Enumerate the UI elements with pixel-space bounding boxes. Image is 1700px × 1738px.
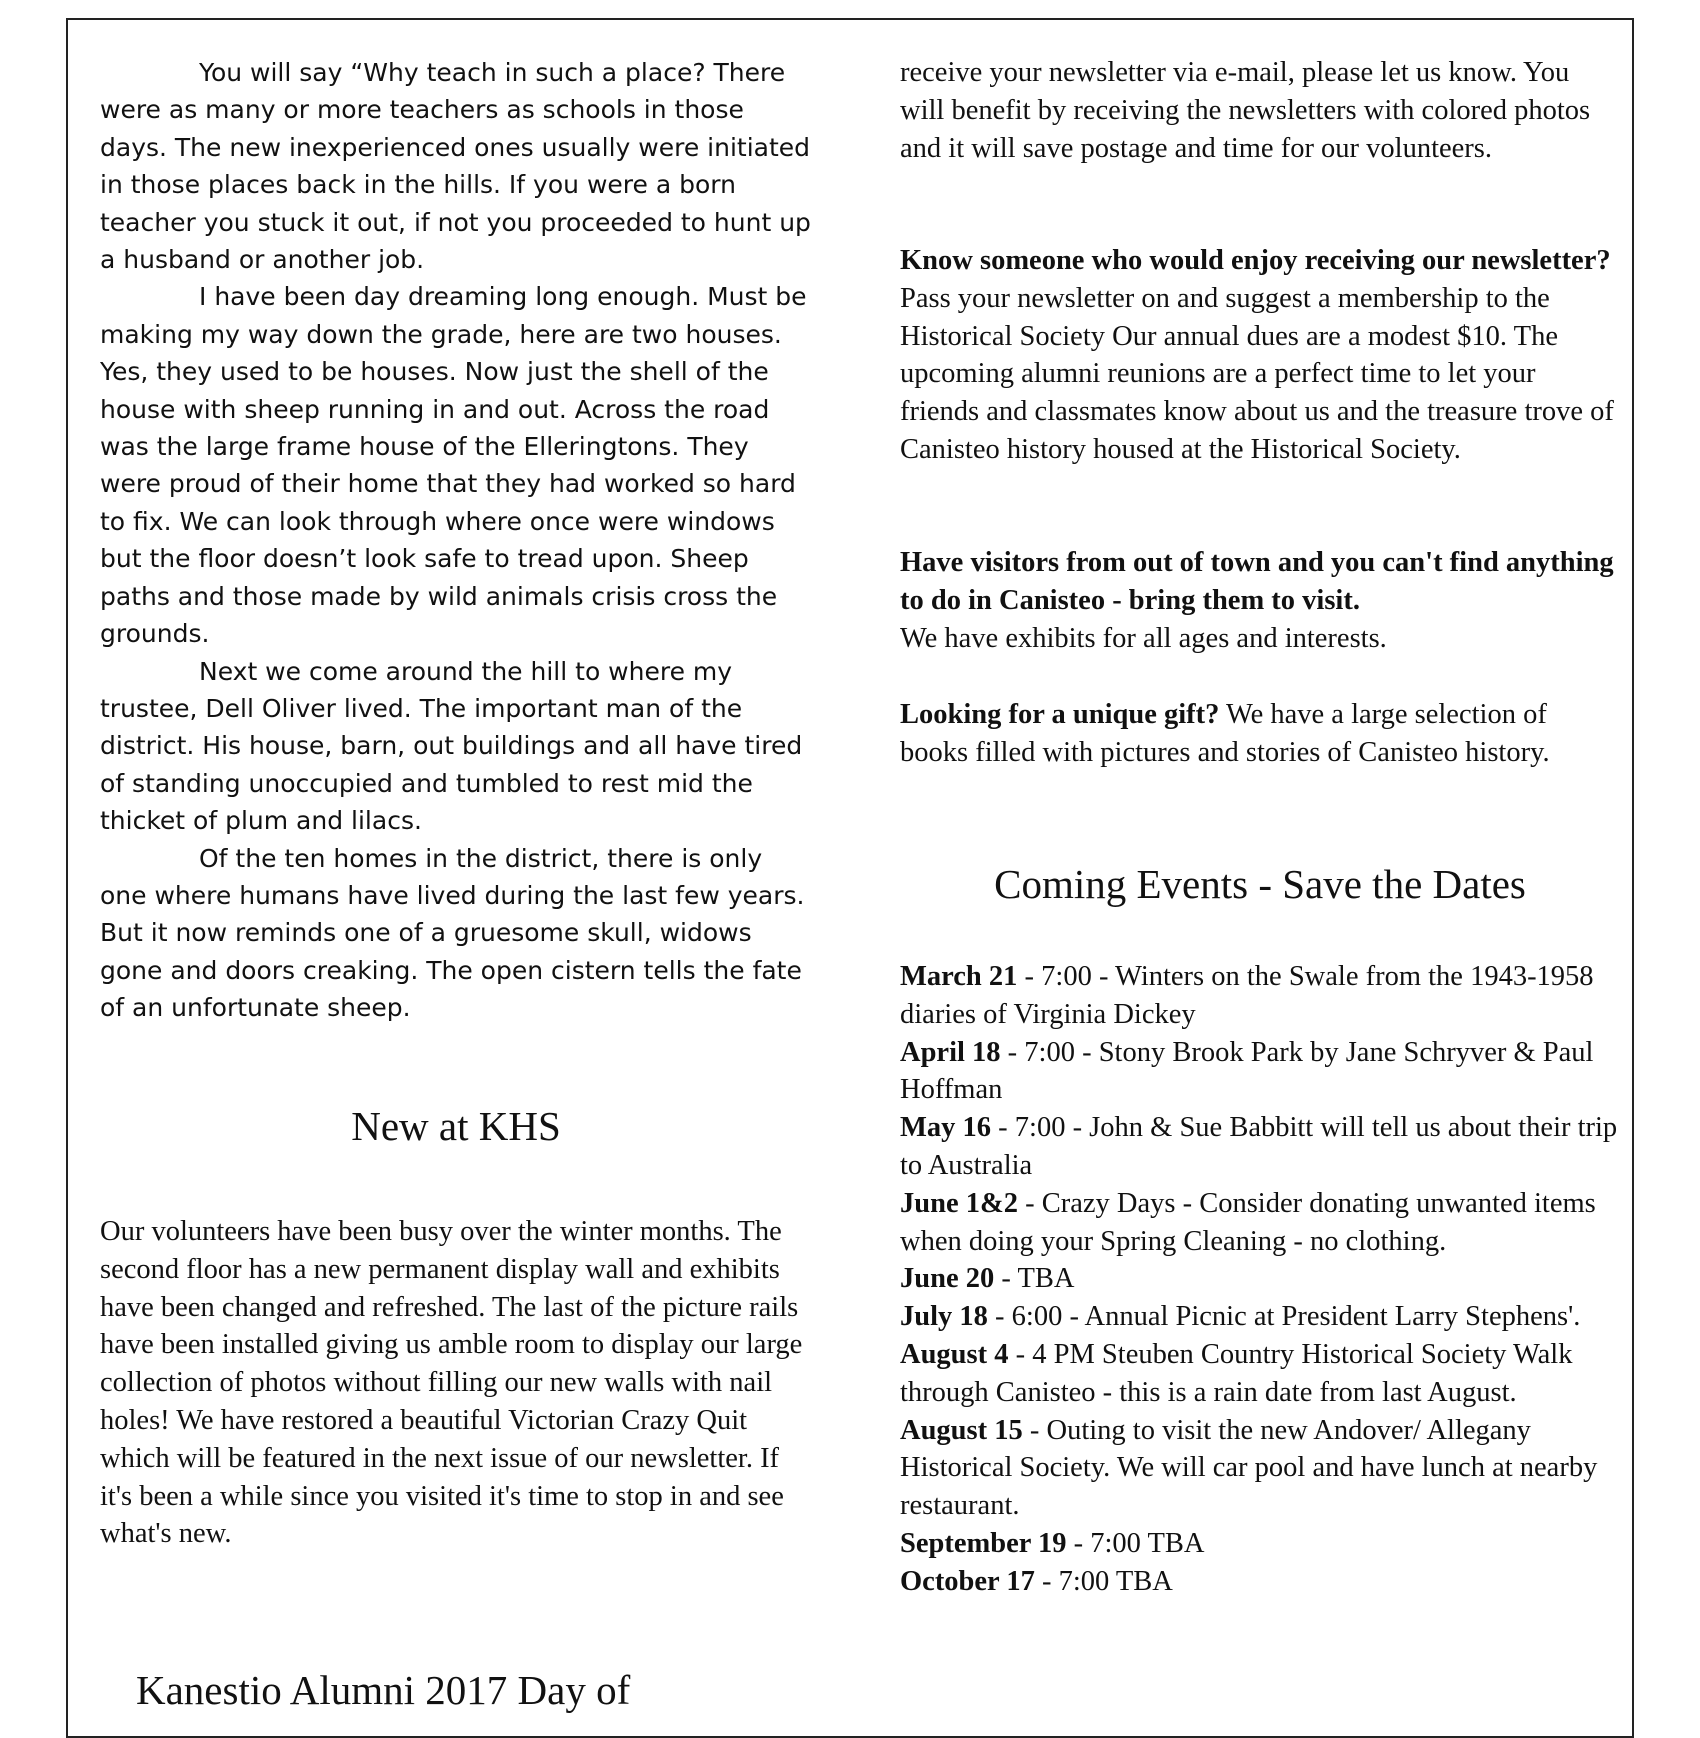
event-item	[900, 1034, 1620, 1110]
visitors-lead: Have visitors from out of town and you can't find anything to do in Canisteo - bring them to visit.	[900, 547, 1614, 616]
event-item	[900, 1336, 1620, 1412]
story-text	[100, 54, 812, 1027]
events-list	[900, 958, 1620, 1601]
event-date: June 1&2	[900, 1187, 1018, 1219]
event-date: March 21	[900, 961, 1018, 992]
event-item	[900, 1109, 1620, 1185]
event-text: - 7:00 - Winters on the Swale from the 1943-1958 diaries of Virginia Dickey	[900, 961, 1594, 1030]
visitors-text: We have exhibits for all ages and interests.	[900, 622, 1387, 654]
event-date: October 17	[900, 1565, 1035, 1597]
event-date: June 20	[900, 1263, 995, 1295]
event-text: - Outing to visit the new Andover/ Allegany Historical Society. We will car pool and have lunch at nearby restaurant.	[900, 1414, 1598, 1522]
know-someone-lead: Know someone who would enjoy receiving our newsletter?	[900, 245, 1611, 276]
new-at-khs-heading: New at KHS	[351, 1103, 561, 1149]
gift-paragraph	[900, 696, 1620, 772]
event-text: - 7:00 TBA	[1066, 1527, 1205, 1559]
story-paragraph: You will say “Why teach in such a place? There were as many or more teachers as schools in those days. The new inexperienced ones usually were initiated in those places back in the hills. If you were a born teacher you stuck it out, if not you proceeded to hunt up a husband or another job.	[100, 58, 811, 275]
event-date: April 18	[900, 1036, 1001, 1068]
email-paragraph: receive your newsletter via e-mail, please let us know. You will benefit by receiving the newsletters with colored photos and it will save postage and time for our volunteers.	[900, 57, 1591, 164]
event-item	[900, 1185, 1620, 1261]
event-text: - 7:00 - Stony Brook Park by Jane Schryver & Paul Hoffman	[900, 1036, 1594, 1106]
know-someone-paragraph	[900, 242, 1620, 469]
gift-text: We have a large selection of books filled with pictures and stories of Canisteo history.	[900, 699, 1550, 768]
event-date: September 19	[900, 1527, 1067, 1559]
story-paragraph: I have been day dreaming long enough. Must be making my way down the grade, here are two houses. Yes, they used to be houses. Now just the shell of the house with sheep running in and out. Across the road was the large frame house of the Elleringtons. They were proud of their home that they had worked so hard to fix. We can look through where once were windows but the floor doesn’t look safe to tread upon. Sheep paths and those made by wild animals crisis cross the grounds.	[100, 282, 807, 649]
event-text: - 6:00 - Annual Picnic at President Larry Stephens'.	[987, 1301, 1581, 1333]
new-at-khs-body: Our volunteers have been busy over the winter months. The second floor has a new permanent display wall and exhibits have been changed and refreshed. The last of the picture rails have been installed giving us amble room to display our large collection of photos without filling our new walls with nail holes! We have restored a beautiful Victorian Crazy Quit which will be featured in the next issue of our newsletter. If it's been a while since you visited it's time to stop in and see what's new.	[100, 1216, 803, 1550]
story-paragraph: Of the ten homes in the district, there is only one where humans have lived during the last few years. But it now reminds one of a gruesome skull, widows gone and doors creaking. The open cistern tells the fate of an unfortunate sheep.	[100, 843, 805, 1023]
event-text: - 7:00 TBA	[1034, 1565, 1173, 1597]
coming-events-heading: Coming Events - Save the Dates	[994, 861, 1526, 907]
event-text: - TBA	[994, 1263, 1075, 1295]
event-item	[900, 958, 1620, 1034]
event-text: - 4 PM Steuben Country Historical Society Walk through Canisteo - this is a rain date from last August.	[900, 1338, 1573, 1408]
event-date: May 16	[900, 1112, 992, 1144]
event-date: July 18	[900, 1301, 988, 1333]
event-date: August 15	[900, 1414, 1023, 1446]
event-date: August 4	[900, 1338, 1009, 1370]
event-item	[900, 1412, 1620, 1525]
story-paragraph: Next we come around the hill to where my trustee, Dell Oliver lived. The important man of the district. His house, barn, out buildings and all have tired of standing unoccupied and tumbled to rest mid the thicket of plum and lilacs.	[100, 656, 803, 836]
event-item	[900, 1260, 1620, 1298]
event-text: - Crazy Days - Consider donating unwanted items when doing your Spring Cleaning - no clothing.	[900, 1187, 1596, 1257]
know-someone-text: Pass your newsletter on and suggest a membership to the Historical Society Our annual dues are a modest $10. The upcoming alumni reunions are a perfect time to let your friends and classmates know about us and the treasure trove of Canisteo history housed at the Historical Society.	[900, 282, 1614, 465]
gift-lead: Looking for a unique gift?	[900, 699, 1220, 730]
event-item	[900, 1563, 1620, 1601]
visitors-paragraph	[900, 544, 1620, 657]
event-text: - 7:00 - John & Sue Babbitt will tell us about their trip to Australia	[900, 1112, 1618, 1181]
event-item	[900, 1298, 1620, 1336]
alumni-heading: Kanestio Alumni 2017 Day of	[136, 1667, 631, 1713]
event-item	[900, 1525, 1620, 1563]
